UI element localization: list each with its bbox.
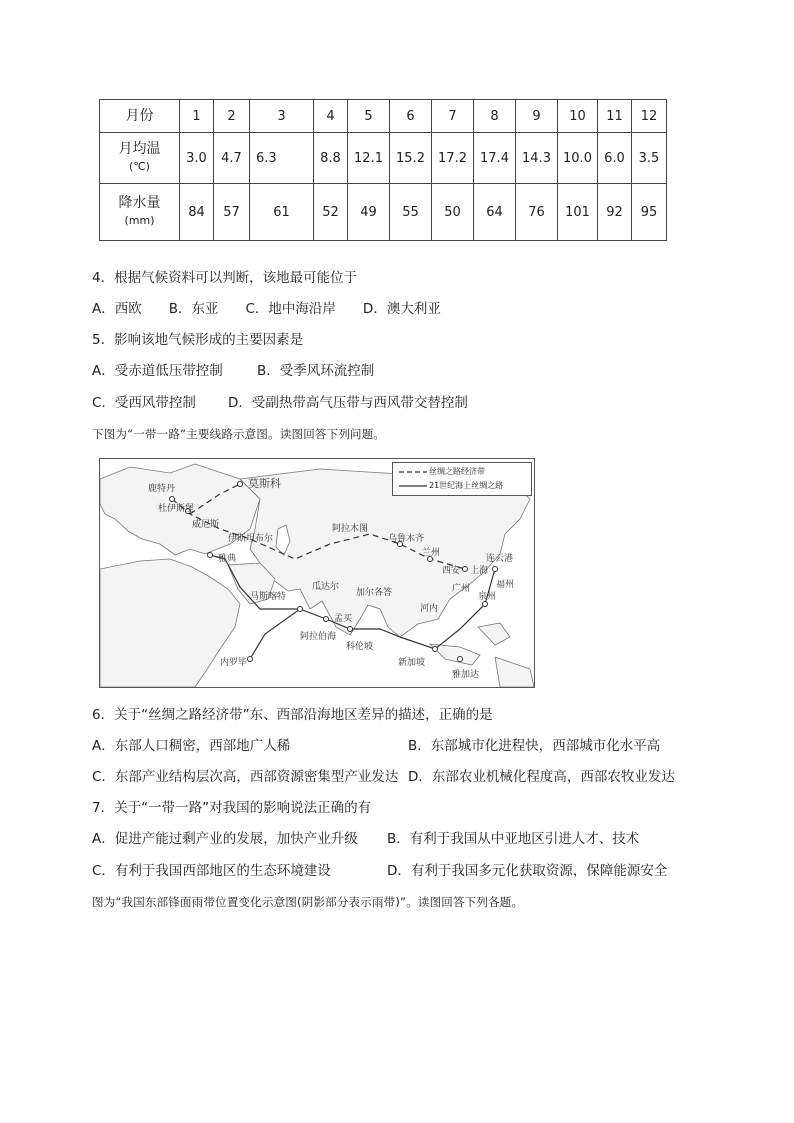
precipitation-header-label: 降水量: [118, 195, 161, 211]
place-label: 内罗毕: [220, 658, 248, 668]
belt-and-road-map: [99, 458, 535, 688]
precipitation-cell: 95: [632, 184, 667, 241]
legend-sea-label: 21世纪海上丝绸之路: [429, 481, 504, 490]
month-cell: 9: [516, 100, 558, 133]
month-cell: 3: [250, 100, 314, 133]
place-label: 瓜达尔: [312, 582, 340, 592]
legend-land-label: 丝绸之路经济带: [429, 467, 485, 476]
place-label: 福州: [496, 580, 515, 590]
option-a: A．受赤道低压带控制: [92, 363, 223, 379]
question-4-stem: 4．根据气候资料可以判断，该地最可能位于: [92, 270, 358, 286]
month-cell: 12: [632, 100, 667, 133]
place-label: 连云港: [486, 554, 514, 564]
month-cell: 5: [348, 100, 390, 133]
option-d: D．有利于我国多元化获取资源，保障能源安全: [387, 863, 668, 879]
precipitation-cell: 52: [314, 184, 348, 241]
option-d: D．受副热带高气压带与西风带交替控制: [228, 395, 468, 411]
place-label: 阿拉木图: [332, 524, 369, 534]
option-b: B．东部城市化进程快，西部城市化水平高: [408, 738, 661, 754]
precipitation-cell: 84: [180, 184, 214, 241]
place-label: 兰州: [422, 548, 441, 558]
option-c: C．受西风带控制: [92, 395, 196, 411]
option-a: A．东部人口稠密，西部地广人稀: [92, 738, 291, 754]
option-c: C．东部产业结构层次高，西部资源密集型产业发达: [92, 769, 399, 785]
precipitation-cell: 61: [250, 184, 314, 241]
question-4-options: A．西欧 B．东亚 C．地中海沿岸 D．澳大利亚: [92, 301, 441, 317]
place-label: 杜伊斯堡: [158, 504, 195, 514]
place-label: 河内: [420, 604, 439, 614]
temperature-cell: 6.0: [598, 133, 632, 184]
precipitation-cell: 101: [558, 184, 598, 241]
temperature-cell: 12.1: [348, 133, 390, 184]
map-legend: [392, 462, 532, 496]
option-b: B．有利于我国从中亚地区引进人才、技术: [387, 831, 640, 847]
place-label: 伊斯坦布尔: [228, 534, 274, 544]
table-row-temperature: [100, 133, 667, 184]
temperature-cell: 8.8: [314, 133, 348, 184]
place-label: 雅典: [218, 554, 237, 564]
legend-sea-route: [399, 480, 529, 492]
table-row-precipitation: [100, 184, 667, 241]
question-6-stem: 6．关于“丝绸之路经济带”东、西部沿海地区差异的描述，正确的是: [92, 707, 493, 723]
place-label: 上海: [470, 566, 489, 576]
place-label: 乌鲁木齐: [388, 534, 425, 544]
table-row-months: [100, 100, 667, 133]
precipitation-cell: 64: [474, 184, 516, 241]
temperature-cell: 4.7: [214, 133, 250, 184]
precipitation-unit: (mm): [124, 214, 155, 227]
precipitation-header: [100, 184, 180, 241]
month-header: 月份: [100, 100, 180, 133]
precipitation-cell: 76: [516, 184, 558, 241]
borneo-land: [478, 623, 510, 645]
temperature-cell: 15.2: [390, 133, 432, 184]
legend-land-route: [399, 466, 529, 478]
place-label: 加尔各答: [356, 588, 393, 598]
month-cell: 10: [558, 100, 598, 133]
place-label: 广州: [452, 584, 471, 594]
month-cell: 1: [180, 100, 214, 133]
option-b: B．受季风环流控制: [257, 363, 375, 379]
place-label: 阿拉伯海: [300, 632, 337, 642]
place-label: 雅加达: [452, 670, 480, 680]
month-cell: 4: [314, 100, 348, 133]
temperature-cell: 14.3: [516, 133, 558, 184]
place-label: 威尼斯: [192, 520, 220, 530]
month-cell: 11: [598, 100, 632, 133]
question-5-stem: 5．影响该地气候形成的主要因素是: [92, 332, 304, 348]
option-d: D．东部农业机械化程度高，西部农牧业发达: [408, 769, 675, 785]
dashed-line-icon: [399, 467, 427, 477]
temperature-cell: 6.3: [250, 133, 314, 184]
temperature-unit: (℃): [129, 160, 150, 173]
australia-land: [495, 657, 534, 687]
temperature-cell: 3.0: [180, 133, 214, 184]
precipitation-cell: 50: [432, 184, 474, 241]
place-label: 莫斯科: [248, 477, 281, 490]
temperature-header-label: 月均温: [118, 141, 161, 157]
place-label: 马斯喀特: [250, 592, 287, 602]
question-7-stem: 7．关于“一带一路”对我国的影响说法正确的有: [92, 800, 372, 816]
map-intro: 下图为“一带一路”主要线路示意图。读图回答下列问题。: [92, 427, 386, 441]
climate-data-table: [99, 99, 667, 241]
precipitation-cell: 92: [598, 184, 632, 241]
place-label: 西安: [442, 566, 461, 576]
temperature-cell: 17.4: [474, 133, 516, 184]
month-cell: 6: [390, 100, 432, 133]
temperature-cell: 17.2: [432, 133, 474, 184]
place-label: 新加坡: [398, 658, 426, 668]
temperature-header: [100, 133, 180, 184]
temperature-cell: 10.0: [558, 133, 598, 184]
place-label: 科伦坡: [346, 642, 374, 652]
month-cell: 2: [214, 100, 250, 133]
place-label: 鹿特丹: [148, 484, 176, 494]
place-label: 泉州: [478, 592, 497, 602]
rain-belt-intro: 图为“我国东部锋面雨带位置变化示意图(阴影部分表示雨带)”。读图回答下列各题。: [92, 895, 524, 909]
precipitation-cell: 57: [214, 184, 250, 241]
temperature-cell: 3.5: [632, 133, 667, 184]
place-label: 孟买: [334, 614, 353, 624]
option-a: A．促进产能过剩产业的发展，加快产业升级: [92, 831, 358, 847]
solid-line-icon: [399, 481, 427, 491]
africa-land: [100, 559, 240, 687]
precipitation-cell: 49: [348, 184, 390, 241]
precipitation-cell: 55: [390, 184, 432, 241]
option-c: C．有利于我国西部地区的生态环境建设: [92, 863, 331, 879]
month-cell: 7: [432, 100, 474, 133]
month-cell: 8: [474, 100, 516, 133]
